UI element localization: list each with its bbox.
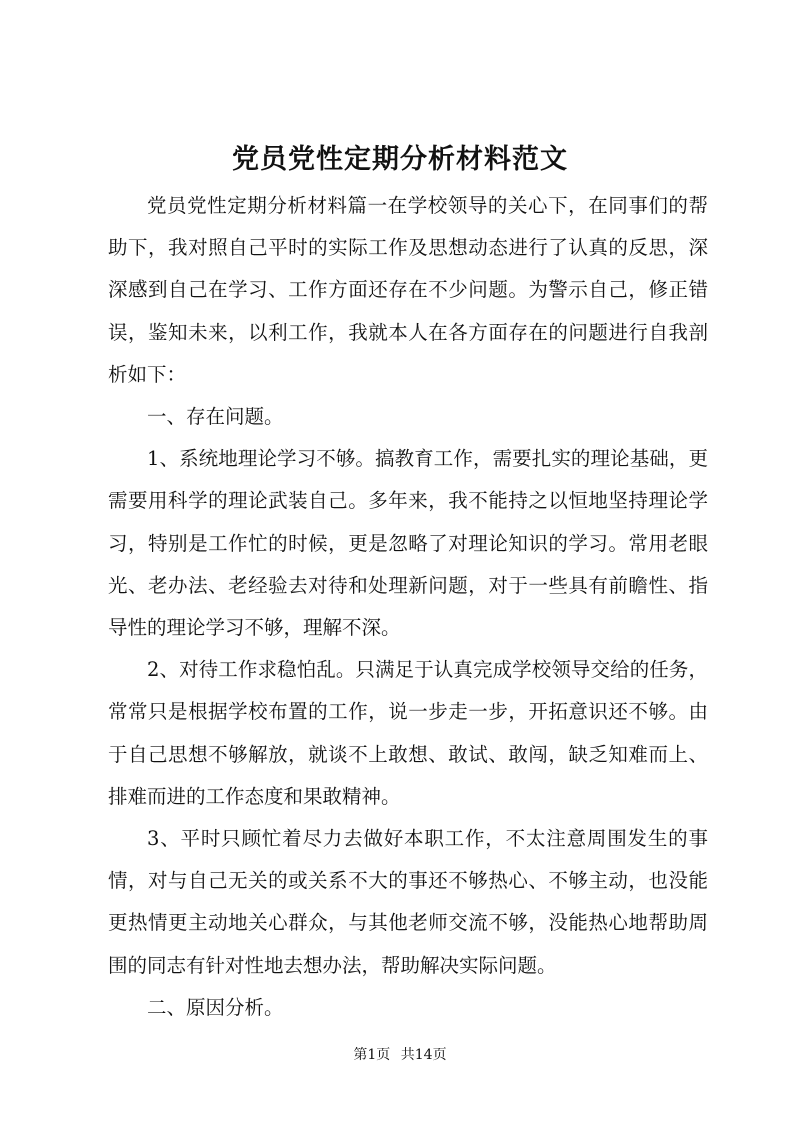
page-number: 第1页 xyxy=(353,1047,391,1063)
page-total: 共14页 xyxy=(400,1047,447,1063)
document-body xyxy=(108,185,708,1029)
paragraph-section-heading-1: 一、存在问题。 xyxy=(147,405,284,429)
document-title: 党员党性定期分析材料范文 xyxy=(232,144,568,175)
page-footer xyxy=(0,1045,800,1065)
paragraph-intro: 党员党性定期分析材料篇一在学校领导的关心下，在同事们的帮助下，我对照自己平时的实际工作及思想动态进行了认真的反思，深深感到自己在学习、工作方面还存在不少问题。为警示自己，修正错误，鉴知未来，以利工作，我就本人在各方面存在的问题进行自我剖析如下： xyxy=(108,194,708,386)
paragraph-item-3: 3、平时只顾忙着尽力去做好本职工作，不太注意周围发生的事情，对与自己无关的或关系不大的事还不够热心、不够主动，也没能更热情更主动地关心群众，与其他老师交流不够，没能热心地帮助周围的同志有针对性地去想办法，帮助解决实际问题。 xyxy=(108,827,708,977)
paragraph-item-1: 1、系统地理论学习不够。搞教育工作，需要扎实的理论基础，更需要用科学的理论武装自己。多年来，我不能持之以恒地坚持理论学习，特别是工作忙的时候，更是忽略了对理论知识的学习。常用老眼光、老办法、老经验去对待和处理新问题，对于一些具有前瞻性、指导性的理论学习不够，理解不深。 xyxy=(108,447,708,640)
paragraph-section-heading-2: 二、原因分析。 xyxy=(147,995,284,1019)
paragraph-item-2: 2、对待工作求稳怕乱。只满足于认真完成学校领导交给的任务，常常只是根据学校布置的工作，说一步走一步，开拓意识还不够。由于自己思想不够解放，就谈不上敢想、敢试、敢闯，缺乏知难而上、排难而进的工作态度和果敢精神。 xyxy=(108,658,708,808)
